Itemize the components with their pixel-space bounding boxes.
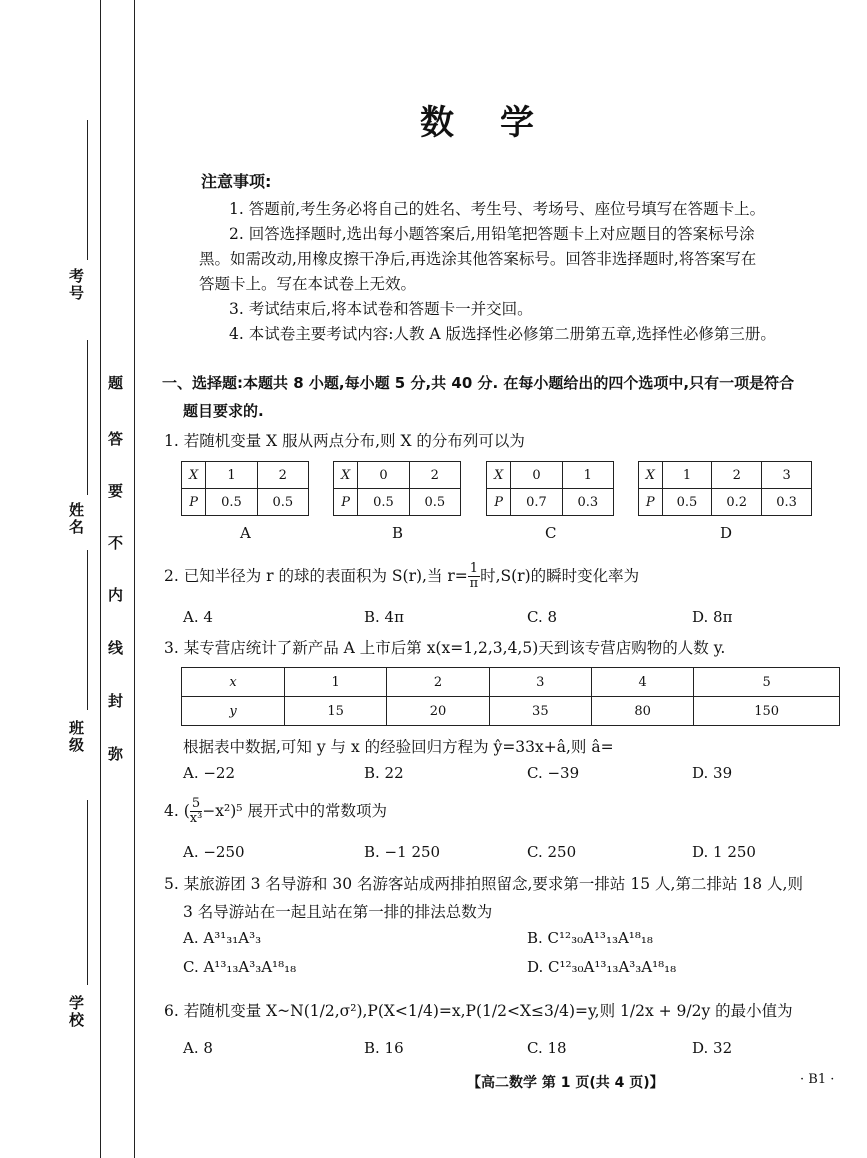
q2-stem: 2. 已知半径为 r 的球的表面积为 S(r),当 r= $\frac{1}{\pi}$ 时,S(r)的瞬时变化率为 [164, 561, 640, 592]
q1-option-a[interactable]: A [240, 524, 251, 542]
q1-table-a: X 1 2 P 0.5 0.5 [181, 461, 309, 516]
notice-item-1: 1. 答题前,考生务必将自己的姓名、考生号、考场号、座位号填写在答题卡上。 [229, 200, 766, 218]
exam-no-label: 考号 [67, 268, 85, 302]
q4-fraction: $\frac{5}{\text{x³}}$ [189, 796, 203, 827]
q4-stem: 4. ( $\frac{5}{\text{x³}}$ −x²)⁵ 展开式中的常数项为 [164, 796, 387, 827]
q5-stem-line2: 3 名导游站在一起且站在第一排的排法总数为 [183, 903, 493, 921]
q1-option-c[interactable]: C [545, 524, 557, 542]
seal-char-5: 内 [108, 586, 124, 604]
q4-option-c[interactable]: C. 250 [527, 843, 577, 861]
class-blank[interactable] [87, 550, 88, 710]
paper-code: · B1 · [800, 1072, 835, 1087]
q6-option-a[interactable]: A. 8 [183, 1039, 213, 1057]
q3-option-c[interactable]: C. −39 [527, 764, 580, 782]
q5-option-d[interactable]: D. C¹²₃₀A¹³₁₃A³₃A¹⁸₁₈ [527, 958, 677, 976]
q6-option-b[interactable]: B. 16 [364, 1039, 404, 1057]
seal-char-3: 要 [108, 482, 124, 500]
q2-option-a[interactable]: A. 4 [183, 608, 213, 626]
q1-table-c: X 0 1 P 0.7 0.3 [486, 461, 614, 516]
q3-followup: 根据表中数据,可知 y 与 x 的经验回归方程为 ŷ=33x+â,则 â= [183, 738, 614, 756]
q5-option-b[interactable]: B. C¹²₃₀A¹³₁₃A¹⁸₁₈ [527, 929, 653, 947]
q1-table-d: X 1 2 3 P 0.5 0.2 0.3 [638, 461, 812, 516]
q1-table-b: X 0 2 P 0.5 0.5 [333, 461, 461, 516]
seal-char-2: 答 [108, 430, 124, 448]
q3-stem: 3. 某专营店统计了新产品 A 上市后第 x(x=1,2,3,4,5)天到该专营店购物的人数 y. [164, 639, 726, 657]
notice-item-2c: 答题卡上。写在本试卷上无效。 [199, 275, 417, 293]
seal-char-1: 题 [108, 374, 124, 392]
q1-option-b[interactable]: B [392, 524, 404, 542]
seal-char-8: 弥 [108, 745, 124, 763]
q2-fraction: $\frac{1}{\pi}$ [469, 561, 479, 592]
notice-item-2b: 黑。如需改动,用橡皮擦干净后,再选涂其他答案标号。回答非选择题时,将答案写在 [199, 250, 757, 268]
notice-item-4: 4. 本试卷主要考试内容:人教 A 版选择性必修第二册第五章,选择性必修第三册。 [229, 325, 776, 343]
q3-option-a[interactable]: A. −22 [183, 764, 236, 782]
margin-line-left [100, 0, 101, 1158]
q6-stem: 6. 若随机变量 X~N(1/2,σ²),P(X<1/4)=x,P(1/2<X≤3/4)=y,则 1/2x + 9/2y 的最小值为 [164, 1002, 793, 1020]
exam-no-blank[interactable] [87, 120, 88, 260]
seal-char-4: 不 [108, 534, 124, 552]
q3-option-b[interactable]: B. 22 [364, 764, 404, 782]
q3-option-d[interactable]: D. 39 [692, 764, 733, 782]
q6-option-c[interactable]: C. 18 [527, 1039, 567, 1057]
notice-item-3: 3. 考试结束后,将本试卷和答题卡一并交回。 [229, 300, 533, 318]
page-title: 数学 [420, 103, 580, 143]
school-label: 学校 [67, 995, 85, 1029]
name-label: 姓名 [67, 502, 85, 536]
q4-option-d[interactable]: D. 1 250 [692, 843, 756, 861]
q2-option-b[interactable]: B. 4π [364, 608, 404, 626]
class-label: 班级 [67, 720, 85, 754]
seal-char-7: 封 [108, 692, 124, 710]
q3-data-table: x 1 2 3 4 5 y 15 20 35 80 150 [181, 667, 840, 726]
seal-char-6: 线 [108, 639, 124, 657]
name-blank[interactable] [87, 340, 88, 495]
section1-heading-cont: 题目要求的. [183, 402, 264, 420]
section1-heading: 一、选择题:本题共 8 小题,每小题 5 分,共 40 分. 在每小题给出的四个选项中,只有一项是符合 [162, 374, 795, 392]
q2-option-c[interactable]: C. 8 [527, 608, 558, 626]
notice-heading: 注意事项: [201, 172, 272, 191]
notice-item-2: 2. 回答选择题时,选出每小题答案后,用铅笔把答题卡上对应题目的答案标号涂 [229, 225, 755, 243]
q5-stem-line1: 5. 某旅游团 3 名导游和 30 名游客站成两排拍照留念,要求第一排站 15 人,第二排站 18 人,则 [164, 875, 803, 893]
margin-line-right [134, 0, 135, 1158]
school-blank[interactable] [87, 800, 88, 985]
q2-option-d[interactable]: D. 8π [692, 608, 733, 626]
q1-option-d[interactable]: D [720, 524, 733, 542]
q1-stem: 1. 若随机变量 X 服从两点分布,则 X 的分布列可以为 [164, 432, 525, 450]
q6-option-d[interactable]: D. 32 [692, 1039, 733, 1057]
page-footer: 【高二数学 第 1 页(共 4 页)】 [467, 1075, 664, 1091]
q5-option-c[interactable]: C. A¹³₁₃A³₃A¹⁸₁₈ [183, 958, 297, 976]
q4-option-a[interactable]: A. −250 [183, 843, 245, 861]
q4-option-b[interactable]: B. −1 250 [364, 843, 441, 861]
q5-option-a[interactable]: A. A³¹₃₁A³₃ [183, 929, 262, 947]
